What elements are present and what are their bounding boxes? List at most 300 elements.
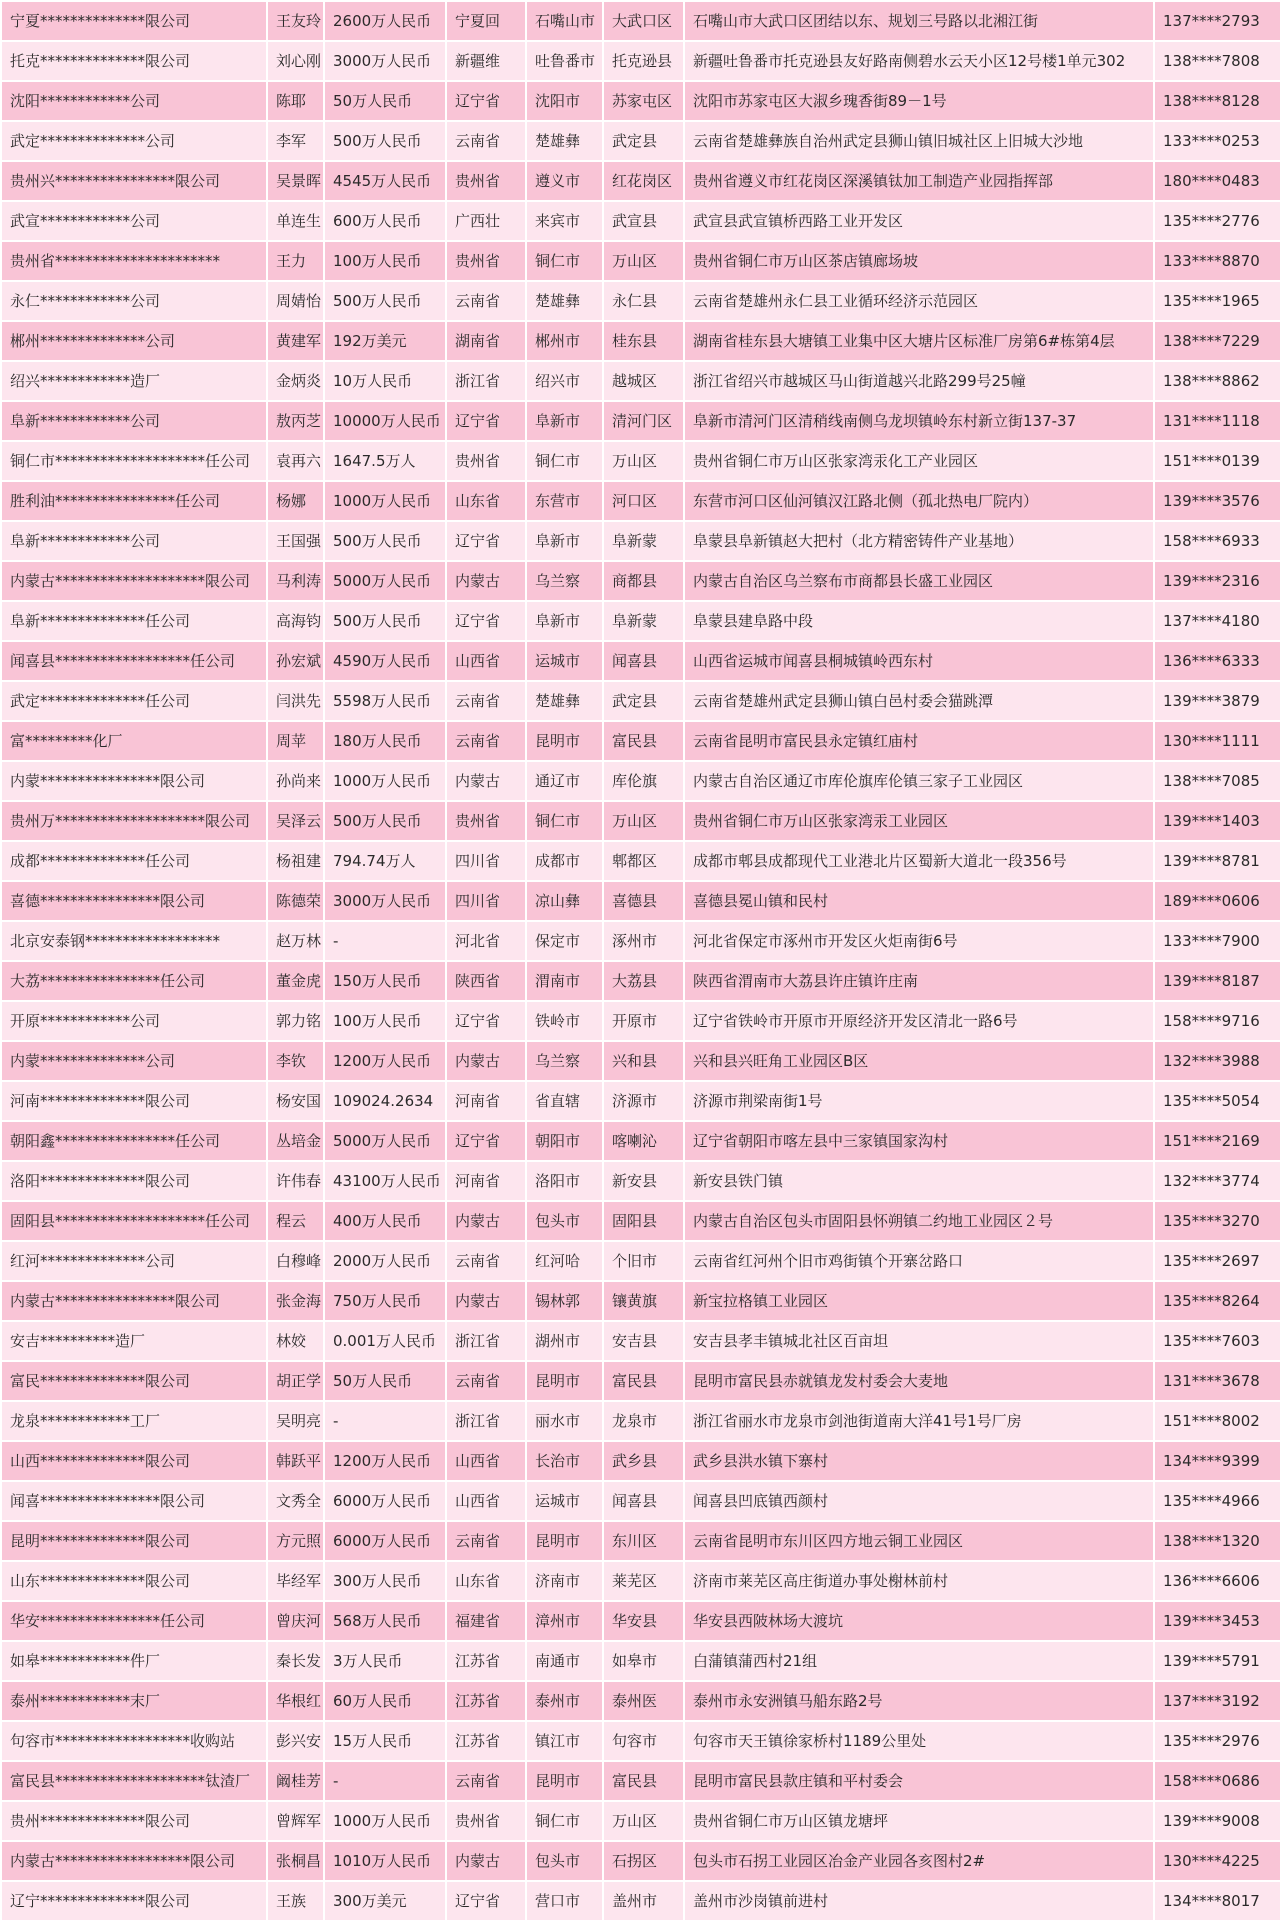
district-cell: 阜新蒙 [603,521,684,561]
company-name-cell: 昆明**************限公司 [1,1521,267,1561]
company-name-cell: 富民县********************钛渣厂 [1,1761,267,1801]
table-row [1,81,1280,121]
district-cell: 红花岗区 [603,161,684,201]
city-cell: 丽水市 [526,1401,603,1441]
legal-rep-cell: 董金虎 [267,961,324,1001]
province-cell: 四川省 [446,841,526,881]
city-cell: 通辽市 [526,761,603,801]
company-name-cell: 武定**************任公司 [1,681,267,721]
address-cell: 云南省昆明市富民县永定镇红庙村 [684,721,1154,761]
legal-rep-cell: 赵万林 [267,921,324,961]
legal-rep-cell: 金炳炎 [267,361,324,401]
district-cell: 大荔县 [603,961,684,1001]
city-cell: 成都市 [526,841,603,881]
city-cell: 铜仁市 [526,801,603,841]
province-cell: 云南省 [446,1361,526,1401]
address-cell: 贵州省铜仁市万山区茶店镇廊场坡 [684,241,1154,281]
company-name-cell: 北京安泰钢****************** [1,921,267,961]
province-cell: 云南省 [446,1241,526,1281]
city-cell: 沈阳市 [526,81,603,121]
registered-capital-cell: 43100万人民币 [324,1161,446,1201]
address-cell: 辽宁省铁岭市开原市开原经济开发区清北一路6号 [684,1001,1154,1041]
province-cell: 山西省 [446,1481,526,1521]
address-cell: 华安县西陂林场大渡坑 [684,1601,1154,1641]
district-cell: 喜德县 [603,881,684,921]
province-cell: 辽宁省 [446,401,526,441]
legal-rep-cell: 吴泽云 [267,801,324,841]
address-cell: 云南省昆明市东川区四方地云铜工业园区 [684,1521,1154,1561]
address-cell: 贵州省铜仁市万山区张家湾汞工业园区 [684,801,1154,841]
table-row [1,1681,1280,1721]
city-cell: 泰州市 [526,1681,603,1721]
company-name-cell: 郴州**************公司 [1,321,267,361]
company-name-cell: 如皋************件厂 [1,1641,267,1681]
table-row [1,1401,1280,1441]
company-name-cell: 富民**************限公司 [1,1361,267,1401]
address-cell: 云南省红河州个旧市鸡街镇个开寨岔路口 [684,1241,1154,1281]
registered-capital-cell: 500万人民币 [324,601,446,641]
company-name-cell: 胜利油****************任公司 [1,481,267,521]
table-row [1,1641,1280,1681]
address-cell: 贵州省铜仁市万山区镇龙塘坪 [684,1801,1154,1841]
registered-capital-cell: 1200万人民币 [324,1041,446,1081]
address-cell: 石嘴山市大武口区团结以东、规划三号路以北湘江街 [684,1,1154,41]
phone-cell: 137****3192 [1154,1681,1280,1721]
city-cell: 阜新市 [526,521,603,561]
address-cell: 内蒙古自治区乌兰察布市商都县长盛工业园区 [684,561,1154,601]
table-row [1,1281,1280,1321]
district-cell: 富民县 [603,1361,684,1401]
legal-rep-cell: 王族 [267,1881,324,1921]
phone-cell: 134****9399 [1154,1441,1280,1481]
district-cell: 镶黄旗 [603,1281,684,1321]
district-cell: 闻喜县 [603,641,684,681]
legal-rep-cell: 林姣 [267,1321,324,1361]
address-cell: 新疆吐鲁番市托克逊县友好路南侧碧水云天小区12号楼1单元302 [684,41,1154,81]
legal-rep-cell: 周婧怡 [267,281,324,321]
phone-cell: 132****3774 [1154,1161,1280,1201]
table-row [1,361,1280,401]
city-cell: 包头市 [526,1201,603,1241]
city-cell: 漳州市 [526,1601,603,1641]
address-cell: 沈阳市苏家屯区大淑乡瑰香街89－1号 [684,81,1154,121]
company-name-cell: 喜德****************限公司 [1,881,267,921]
phone-cell: 131****3678 [1154,1361,1280,1401]
phone-cell: 130****1111 [1154,721,1280,761]
table-row [1,641,1280,681]
registered-capital-cell: 3万人民币 [324,1641,446,1681]
phone-cell: 138****8862 [1154,361,1280,401]
city-cell: 南通市 [526,1641,603,1681]
company-name-cell: 句容市******************收购站 [1,1721,267,1761]
phone-cell: 135****4966 [1154,1481,1280,1521]
city-cell: 营口市 [526,1881,603,1921]
district-cell: 盖州市 [603,1881,684,1921]
registered-capital-cell: 10000万人民币 [324,401,446,441]
address-cell: 云南省楚雄州永仁县工业循环经济示范园区 [684,281,1154,321]
address-cell: 辽宁省朝阳市喀左县中三家镇国家沟村 [684,1121,1154,1161]
province-cell: 云南省 [446,721,526,761]
address-cell: 河北省保定市涿州市开发区火炬南街6号 [684,921,1154,961]
registered-capital-cell: 15万人民币 [324,1721,446,1761]
city-cell: 乌兰察 [526,561,603,601]
province-cell: 云南省 [446,1761,526,1801]
district-cell: 阜新蒙 [603,601,684,641]
table-row [1,1361,1280,1401]
company-name-cell: 洛阳**************限公司 [1,1161,267,1201]
city-cell: 昆明市 [526,721,603,761]
district-cell: 济源市 [603,1081,684,1121]
company-name-cell: 泰州************末厂 [1,1681,267,1721]
city-cell: 运城市 [526,641,603,681]
city-cell: 阜新市 [526,601,603,641]
phone-cell: 138****8128 [1154,81,1280,121]
province-cell: 内蒙古 [446,761,526,801]
table-row [1,1041,1280,1081]
district-cell: 永仁县 [603,281,684,321]
company-name-cell: 山西**************限公司 [1,1441,267,1481]
address-cell: 贵州省遵义市红花岗区深溪镇钛加工制造产业园指挥部 [684,161,1154,201]
registered-capital-cell: 750万人民币 [324,1281,446,1321]
address-cell: 武乡县洪水镇下寨村 [684,1441,1154,1481]
city-cell: 吐鲁番市 [526,41,603,81]
registered-capital-cell: 568万人民币 [324,1601,446,1641]
district-cell: 万山区 [603,441,684,481]
city-cell: 石嘴山市 [526,1,603,41]
city-cell: 济南市 [526,1561,603,1601]
table-row [1,881,1280,921]
province-cell: 辽宁省 [446,1881,526,1921]
table-row [1,441,1280,481]
company-name-cell: 托克**************限公司 [1,41,267,81]
province-cell: 内蒙古 [446,1841,526,1881]
phone-cell: 135****7603 [1154,1321,1280,1361]
legal-rep-cell: 杨祖建 [267,841,324,881]
address-cell: 山西省运城市闻喜县桐城镇岭西东村 [684,641,1154,681]
district-cell: 商都县 [603,561,684,601]
table-row [1,1561,1280,1601]
registered-capital-cell: 1010万人民币 [324,1841,446,1881]
table-row [1,281,1280,321]
company-name-cell: 富*********化厂 [1,721,267,761]
city-cell: 昆明市 [526,1361,603,1401]
phone-cell: 139****9008 [1154,1801,1280,1841]
district-cell: 大武口区 [603,1,684,41]
phone-cell: 138****7808 [1154,41,1280,81]
address-cell: 内蒙古自治区包头市固阳县怀朔镇二约地工业园区２号 [684,1201,1154,1241]
province-cell: 内蒙古 [446,561,526,601]
registered-capital-cell: 10万人民币 [324,361,446,401]
registered-capital-cell: 6000万人民币 [324,1481,446,1521]
city-cell: 阜新市 [526,401,603,441]
district-cell: 石拐区 [603,1841,684,1881]
address-cell: 闻喜县凹底镇西颜村 [684,1481,1154,1521]
registered-capital-cell: 150万人民币 [324,961,446,1001]
registered-capital-cell: 500万人民币 [324,521,446,561]
district-cell: 开原市 [603,1001,684,1041]
registered-capital-cell: - [324,1761,446,1801]
company-name-cell: 宁夏**************限公司 [1,1,267,41]
registered-capital-cell: 0.001万人民币 [324,1321,446,1361]
province-cell: 云南省 [446,1521,526,1561]
legal-rep-cell: 敖丙芝 [267,401,324,441]
phone-cell: 158****6933 [1154,521,1280,561]
district-cell: 托克逊县 [603,41,684,81]
company-name-cell: 固阳县********************任公司 [1,1201,267,1241]
legal-rep-cell: 周苹 [267,721,324,761]
table-row [1,721,1280,761]
registered-capital-cell: 180万人民币 [324,721,446,761]
table-row [1,801,1280,841]
district-cell: 涿州市 [603,921,684,961]
legal-rep-cell: 张桐昌 [267,1841,324,1881]
city-cell: 长治市 [526,1441,603,1481]
city-cell: 楚雄彝 [526,281,603,321]
province-cell: 辽宁省 [446,1001,526,1041]
table-row [1,1001,1280,1041]
district-cell: 如皋市 [603,1641,684,1681]
table-row [1,1,1280,41]
address-cell: 武宣县武宣镇桥西路工业开发区 [684,201,1154,241]
city-cell: 包头市 [526,1841,603,1881]
legal-rep-cell: 孙尚来 [267,761,324,801]
district-cell: 万山区 [603,241,684,281]
registered-capital-cell: 400万人民币 [324,1201,446,1241]
city-cell: 铜仁市 [526,241,603,281]
legal-rep-cell: 胡正学 [267,1361,324,1401]
phone-cell: 139****5791 [1154,1641,1280,1681]
legal-rep-cell: 方元照 [267,1521,324,1561]
phone-cell: 151****8002 [1154,1401,1280,1441]
company-name-cell: 朝阳鑫****************任公司 [1,1121,267,1161]
legal-rep-cell: 李钦 [267,1041,324,1081]
address-cell: 成都市郫县成都现代工业港北片区蜀新大道北一段356号 [684,841,1154,881]
province-cell: 湖南省 [446,321,526,361]
table-row [1,1841,1280,1881]
province-cell: 河南省 [446,1081,526,1121]
address-cell: 新安县铁门镇 [684,1161,1154,1201]
province-cell: 陕西省 [446,961,526,1001]
phone-cell: 137****2793 [1154,1,1280,41]
table-row [1,521,1280,561]
district-cell: 兴和县 [603,1041,684,1081]
registered-capital-cell: 300万人民币 [324,1561,446,1601]
registered-capital-cell: 4545万人民币 [324,161,446,201]
phone-cell: 132****3988 [1154,1041,1280,1081]
registered-capital-cell: 192万美元 [324,321,446,361]
phone-cell: 135****5054 [1154,1081,1280,1121]
legal-rep-cell: 黄建军 [267,321,324,361]
registered-capital-cell: 500万人民币 [324,281,446,321]
registered-capital-cell: 1000万人民币 [324,481,446,521]
registered-capital-cell: 500万人民币 [324,121,446,161]
legal-rep-cell: 孙宏斌 [267,641,324,681]
legal-rep-cell: 杨娜 [267,481,324,521]
district-cell: 喀喇沁 [603,1121,684,1161]
phone-cell: 137****4180 [1154,601,1280,641]
registered-capital-cell: 109024.2634 [324,1081,446,1121]
table-body [1,1,1280,1921]
registered-capital-cell: 1000万人民币 [324,761,446,801]
phone-cell: 135****1965 [1154,281,1280,321]
province-cell: 河北省 [446,921,526,961]
legal-rep-cell: 毕经军 [267,1561,324,1601]
district-cell: 河口区 [603,481,684,521]
table-row [1,1481,1280,1521]
city-cell: 昆明市 [526,1521,603,1561]
registered-capital-cell: 300万美元 [324,1881,446,1921]
phone-cell: 139****3576 [1154,481,1280,521]
province-cell: 宁夏回 [446,1,526,41]
table-row [1,1761,1280,1801]
legal-rep-cell: 马利涛 [267,561,324,601]
company-name-cell: 河南**************限公司 [1,1081,267,1121]
legal-rep-cell: 闫洪先 [267,681,324,721]
registered-capital-cell: 600万人民币 [324,201,446,241]
table-row [1,401,1280,441]
table-row [1,41,1280,81]
address-cell: 兴和县兴旺角工业园区B区 [684,1041,1154,1081]
table-row [1,1161,1280,1201]
province-cell: 云南省 [446,121,526,161]
city-cell: 铜仁市 [526,1801,603,1841]
city-cell: 楚雄彝 [526,121,603,161]
table-row [1,561,1280,601]
legal-rep-cell: 王力 [267,241,324,281]
district-cell: 武宣县 [603,201,684,241]
province-cell: 山东省 [446,1561,526,1601]
table-row [1,1321,1280,1361]
company-name-cell: 开原************公司 [1,1001,267,1041]
address-cell: 云南省楚雄彝族自治州武定县狮山镇旧城社区上旧城大沙地 [684,121,1154,161]
district-cell: 莱芜区 [603,1561,684,1601]
province-cell: 浙江省 [446,1401,526,1441]
legal-rep-cell: 曾庆河 [267,1601,324,1641]
table-row [1,481,1280,521]
address-cell: 内蒙古自治区通辽市库伦旗库伦镇三家子工业园区 [684,761,1154,801]
district-cell: 龙泉市 [603,1401,684,1441]
registered-capital-cell: 2600万人民币 [324,1,446,41]
legal-rep-cell: 单连生 [267,201,324,241]
phone-cell: 139****3879 [1154,681,1280,721]
registered-capital-cell: 3000万人民币 [324,881,446,921]
table-row [1,121,1280,161]
company-name-cell: 铜仁市********************任公司 [1,441,267,481]
address-cell: 句容市天王镇徐家桥村1189公里处 [684,1721,1154,1761]
province-cell: 辽宁省 [446,601,526,641]
address-cell: 贵州省铜仁市万山区张家湾汞化工产业园区 [684,441,1154,481]
company-name-cell: 闻喜县******************任公司 [1,641,267,681]
province-cell: 福建省 [446,1601,526,1641]
table-row [1,1601,1280,1641]
city-cell: 镇江市 [526,1721,603,1761]
phone-cell: 134****8017 [1154,1881,1280,1921]
district-cell: 桂东县 [603,321,684,361]
company-name-cell: 安吉**********造厂 [1,1321,267,1361]
company-name-cell: 内蒙古****************限公司 [1,1281,267,1321]
phone-cell: 133****8870 [1154,241,1280,281]
company-name-cell: 贵州万********************限公司 [1,801,267,841]
legal-rep-cell: 袁再六 [267,441,324,481]
legal-rep-cell: 刘心刚 [267,41,324,81]
registered-capital-cell: 60万人民币 [324,1681,446,1721]
city-cell: 运城市 [526,1481,603,1521]
city-cell: 昆明市 [526,1761,603,1801]
phone-cell: 135****3270 [1154,1201,1280,1241]
registered-capital-cell: 100万人民币 [324,1001,446,1041]
address-cell: 济源市荆梁南街1号 [684,1081,1154,1121]
city-cell: 朝阳市 [526,1121,603,1161]
table-row [1,1441,1280,1481]
legal-rep-cell: 程云 [267,1201,324,1241]
address-cell: 安吉县孝丰镇城北社区百亩坦 [684,1321,1154,1361]
table-row [1,161,1280,201]
city-cell: 渭南市 [526,961,603,1001]
legal-rep-cell: 杨安国 [267,1081,324,1121]
registered-capital-cell: 5000万人民币 [324,561,446,601]
province-cell: 江苏省 [446,1681,526,1721]
phone-cell: 138****7229 [1154,321,1280,361]
phone-cell: 151****0139 [1154,441,1280,481]
district-cell: 苏家屯区 [603,81,684,121]
address-cell: 浙江省丽水市龙泉市剑池街道南大洋41号1号厂房 [684,1401,1154,1441]
address-cell: 白蒲镇蒲西村21组 [684,1641,1154,1681]
district-cell: 库伦旗 [603,761,684,801]
province-cell: 辽宁省 [446,521,526,561]
phone-cell: 131****1118 [1154,401,1280,441]
district-cell: 万山区 [603,801,684,841]
legal-rep-cell: 陈耶 [267,81,324,121]
registered-capital-cell: 50万人民币 [324,1361,446,1401]
province-cell: 内蒙古 [446,1041,526,1081]
registered-capital-cell: 100万人民币 [324,241,446,281]
registered-capital-cell: 5000万人民币 [324,1121,446,1161]
registered-capital-cell: 500万人民币 [324,801,446,841]
table-row [1,241,1280,281]
company-name-cell: 内蒙古******************限公司 [1,1841,267,1881]
legal-rep-cell: 阚桂芳 [267,1761,324,1801]
province-cell: 云南省 [446,281,526,321]
legal-rep-cell: 张金海 [267,1281,324,1321]
city-cell: 湖州市 [526,1321,603,1361]
legal-rep-cell: 李军 [267,121,324,161]
province-cell: 山西省 [446,641,526,681]
company-name-cell: 华安****************任公司 [1,1601,267,1641]
province-cell: 四川省 [446,881,526,921]
phone-cell: 133****7900 [1154,921,1280,961]
registered-capital-cell: 4590万人民币 [324,641,446,681]
legal-rep-cell: 白穆峰 [267,1241,324,1281]
address-cell: 包头市石拐工业园区冶金产业园各亥图村2# [684,1841,1154,1881]
registered-capital-cell: 794.74万人 [324,841,446,881]
phone-cell: 139****2316 [1154,561,1280,601]
registered-capital-cell: 3000万人民币 [324,41,446,81]
district-cell: 武定县 [603,121,684,161]
legal-rep-cell: 彭兴安 [267,1721,324,1761]
company-name-cell: 武宣************公司 [1,201,267,241]
city-cell: 凉山彝 [526,881,603,921]
city-cell: 铁岭市 [526,1001,603,1041]
province-cell: 辽宁省 [446,81,526,121]
phone-cell: 138****7085 [1154,761,1280,801]
phone-cell: 133****0253 [1154,121,1280,161]
company-name-cell: 阜新************公司 [1,401,267,441]
city-cell: 楚雄彝 [526,681,603,721]
table-row [1,961,1280,1001]
legal-rep-cell: 秦长发 [267,1641,324,1681]
table-row [1,1201,1280,1241]
company-name-cell: 贵州省********************** [1,241,267,281]
